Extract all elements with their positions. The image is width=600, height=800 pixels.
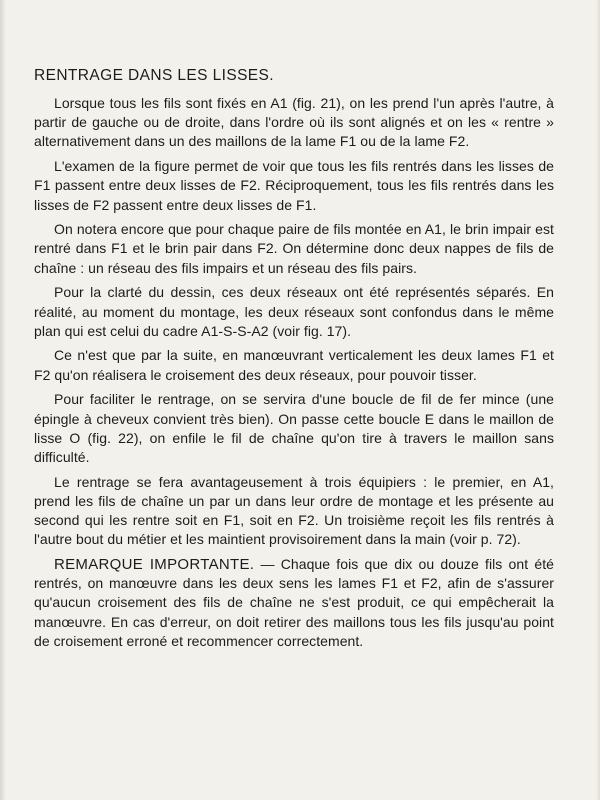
page-content [34, 64, 554, 656]
paragraph-6: Pour faciliter le rentrage, on se servira d'une boucle de fil de fer mince (une épingle à cheveux convient très bien). On passe cette boucle E dans le maillon de lisse O (fig. 22), on enfile le fil de chaîne qu'on tire à travers le maillon sans difficulté. [34, 391, 554, 465]
scan-edge-right [596, 0, 600, 800]
paragraph-1: Lorsque tous les fils sont fixés en A1 (fig. 21), on les prend l'un après l'autre, à partir de gauche ou de droite, dans l'ordre où ils sont alignés et on les « rentre » alternativement dans un des maillons de la lame F1 ou de la lame F2. [34, 95, 554, 150]
scan-edge-left [0, 0, 6, 800]
paragraph-4: Pour la clarté du dessin, ces deux réseaux ont été représentés séparés. En réalité, au moment du montage, les deux réseaux sont confondus dans le même plan qui est celui du cadre A1-S-S-A2 (voir fig. 17). [34, 284, 554, 339]
section-heading: RENTRAGE DANS LES LISSES. [34, 67, 274, 84]
paragraph-3: On notera encore que pour chaque paire de fils montée en A1, le brin impair est rentré dans F1 et le brin pair dans F2. On détermine donc deux nappes de fils de chaîne : un réseau des fils impairs et un réseau des fils pairs. [34, 221, 554, 276]
remarque-paragraph [34, 555, 554, 651]
paragraph-5: Ce n'est que par la suite, en manœuvrant verticalement les deux lames F1 et F2 qu'on réalisera le croisement des deux réseaux, pour pouvoir tisser. [34, 347, 554, 383]
remarque-label: REMARQUE IMPORTANTE. [54, 555, 255, 573]
paragraph-2: L'examen de la figure permet de voir que tous les fils rentrés dans les lisses de F1 passent entre deux lisses de F2. Réciproquement, tous les fils rentrés dans les lisses de F2 passent entre deux lisses de F1. [34, 158, 554, 213]
paragraph-7: Le rentrage se fera avantageusement à trois équipiers : le premier, en A1, prend les fils de chaîne un par un dans leur ordre de montage et les présente au second qui les rentre soit en F1, soit en F2. Un troisième reçoit les fils rentrés à l'autre bout du métier et les maintient provisoirement dans la main (voir p. 72). [34, 473, 554, 548]
remarque-text: — Chaque fois que dix ou douze fils ont été rentrés, on manœuvre dans les deux sens les lames F1 et F2, afin de s'assurer qu'aucun croisement des fils de chaîne ne s'est produit, ce qui empêcherait la manœuvre. En cas d'erreur, on doit retirer des maillons tous les fils jusqu'au point de croisement erroné et recommencer correctement. [34, 555, 554, 649]
